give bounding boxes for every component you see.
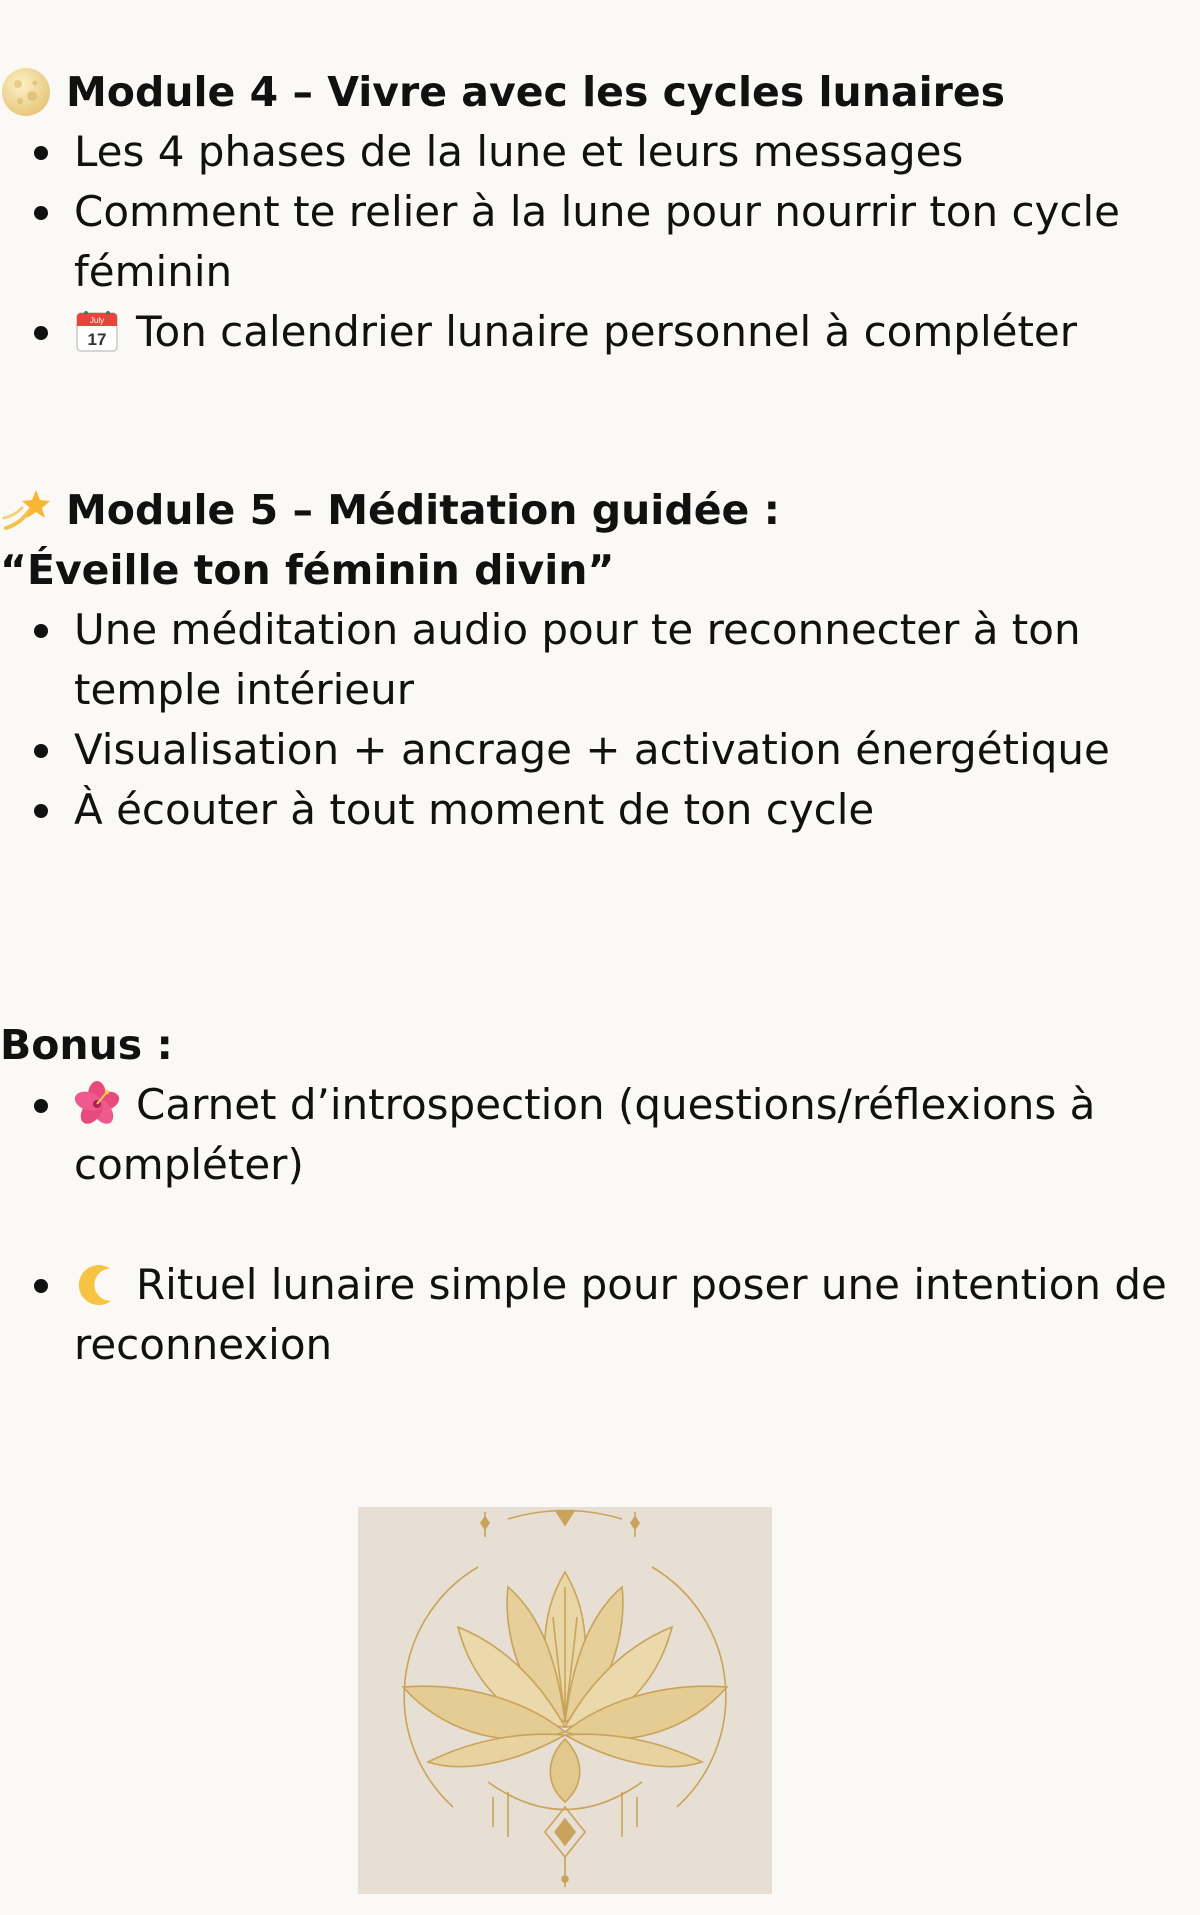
module-4-section xyxy=(0,62,1200,362)
module-4-title: Module 4 – Vivre avec les cycles lunaires xyxy=(66,68,1006,116)
bullet xyxy=(34,326,48,340)
list-item xyxy=(0,122,1200,182)
list-item-text: Une méditation audio pour te reconnecter à ton temple intérieur xyxy=(74,605,1081,714)
list-item-text: Les 4 phases de la lune et leurs messages xyxy=(74,127,964,176)
bullet xyxy=(34,624,48,638)
module-5-list xyxy=(0,600,1200,840)
calendar-icon xyxy=(74,308,120,354)
module-5-section xyxy=(0,480,1200,840)
bullet xyxy=(34,1279,48,1293)
calendar-day: 17 xyxy=(87,330,107,349)
spacer xyxy=(0,1195,1200,1255)
module-5-title: Module 5 – Méditation guidée : xyxy=(66,486,780,534)
bullet xyxy=(34,804,48,818)
module-5-heading xyxy=(0,480,1200,540)
crescent-moon-icon xyxy=(74,1261,120,1307)
bonus-heading xyxy=(0,1015,1200,1075)
bullet xyxy=(34,744,48,758)
golden-lotus-illustration xyxy=(358,1507,772,1894)
list-item xyxy=(0,1075,1200,1195)
hibiscus-icon xyxy=(74,1081,120,1127)
bonus-section xyxy=(0,1015,1200,1375)
list-item xyxy=(0,1255,1200,1375)
bullet xyxy=(34,146,48,160)
list-item xyxy=(0,780,1200,840)
bonus-title: Bonus : xyxy=(0,1021,173,1069)
list-item-text: Visualisation + ancrage + activation énergétique xyxy=(74,725,1110,774)
list-item-text: Comment te relier à la lune pour nourrir ton cycle féminin xyxy=(74,187,1121,296)
module-5-subtitle: “Éveille ton féminin divin” xyxy=(0,546,615,594)
bullet xyxy=(34,206,48,220)
dizzy-star-icon xyxy=(0,484,52,536)
list-item xyxy=(0,600,1200,720)
bonus-list xyxy=(0,1075,1200,1375)
calendar-month: July xyxy=(89,316,105,325)
list-item-text: Rituel lunaire simple pour poser une intention de reconnexion xyxy=(74,1260,1167,1369)
list-item xyxy=(0,720,1200,780)
module-4-list xyxy=(0,122,1200,362)
module-4-heading xyxy=(0,62,1200,122)
full-moon-icon xyxy=(0,66,52,118)
list-item-text: Carnet d’introspection (questions/réflexions à compléter) xyxy=(74,1080,1096,1189)
list-item-text: Ton calendrier lunaire personnel à compléter xyxy=(136,307,1078,356)
list-item-text: À écouter à tout moment de ton cycle xyxy=(74,785,875,834)
list-item xyxy=(0,302,1200,362)
list-item xyxy=(0,182,1200,302)
bullet xyxy=(34,1099,48,1113)
